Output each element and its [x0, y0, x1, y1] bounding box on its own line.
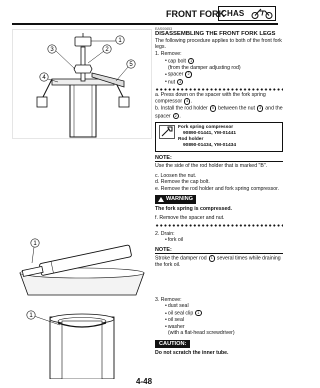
- chapter-tab: [218, 6, 276, 21]
- ref-num: 2: [173, 113, 179, 119]
- ref-num: 1: [188, 58, 194, 64]
- substep-b-text: b. Install the rod holder: [155, 106, 208, 113]
- nut-label: nut: [167, 79, 176, 86]
- substep-c: c. Loosen the nut.: [155, 172, 197, 179]
- fork-cap-illustration: [12, 29, 152, 139]
- reference-code: EAS00653: [155, 27, 173, 31]
- step-3-item-2: [155, 310, 283, 317]
- caution-badge: CAUTION:: [155, 340, 190, 348]
- step-3-item-4: [155, 324, 283, 331]
- page-number: 4-48: [136, 377, 153, 386]
- substep-a: a. Press down on the spacer with the fork spring compressor 4 .: [155, 91, 266, 105]
- callout-1-middle: 1: [33, 241, 37, 247]
- ref-num: 1: [209, 255, 215, 261]
- callout-1: 1: [118, 38, 122, 44]
- oil-seal-clip-illustration: [12, 307, 152, 379]
- tool-2-name: Rod holder: [178, 136, 204, 142]
- ref-num: 4: [184, 98, 190, 104]
- spacer-label: spacer: [167, 71, 184, 78]
- tool-1-partno: 90890-01441, YM-01441: [183, 130, 236, 136]
- step-1-item-1-sub: (from the damper adjusting rod): [168, 64, 241, 71]
- ref-num: 3: [177, 79, 183, 85]
- note-text-a: Stroke the damper rod: [155, 255, 207, 262]
- substep-e: e. Remove the rod holder and fork spring compressor.: [155, 185, 279, 192]
- callout-1-bottom: 1: [29, 313, 33, 319]
- step-3-item-4-sub: (with a flat-head screwdriver): [168, 330, 235, 337]
- dust-seal-label: dust seal: [167, 303, 189, 310]
- oil-seal-clip-label: oil seal clip: [167, 310, 194, 317]
- chapter-label: CHAS: [221, 9, 245, 18]
- substep-b-cont: and the spacer: [155, 106, 283, 120]
- step-2-item-1: [155, 237, 283, 244]
- fork-draining-illustration: [12, 233, 152, 303]
- substep-f: f. Remove the spacer and nut.: [155, 215, 225, 222]
- warning-icon: [158, 197, 164, 202]
- step-3-item-3: [155, 317, 283, 324]
- procedure-column: [155, 27, 283, 357]
- substep-a-text: a. Press down on the spacer with the fork spring compressor: [155, 91, 266, 105]
- section-title: DISASSEMBLING THE FRONT FORK LEGS: [155, 31, 276, 37]
- caution-text: Do not scratch the inner tube.: [155, 350, 229, 357]
- step-3-item-1: [155, 303, 283, 310]
- note-title: NOTE:: [155, 246, 172, 253]
- tool-list: [178, 125, 236, 149]
- note-text: Use the side of the rod holder that is marked "B".: [155, 162, 268, 169]
- callout-3: 3: [50, 47, 54, 53]
- special-tools-box: [155, 122, 283, 152]
- warning-label: WARNING: [166, 196, 194, 203]
- substep-b-tail: between the nut: [218, 106, 255, 113]
- cap-bolt-label: cap bolt: [167, 58, 186, 65]
- substep-b: b. Install the rod holder 5 between the nut 3 and the spacer 2 .: [155, 106, 283, 120]
- header-rule: [12, 23, 278, 25]
- dotted-separator: [155, 88, 283, 91]
- warning-badge: [155, 195, 196, 203]
- step-1: 1. Remove:: [155, 50, 182, 57]
- ref-num: 1: [195, 310, 201, 316]
- step-2: 2. Drain:: [155, 230, 175, 237]
- note-text-b: several times while draining the fork oil.: [155, 255, 281, 269]
- tool-1-name: Fork spring compressor: [178, 124, 234, 130]
- note-text: [155, 255, 283, 269]
- substep-d: d. Remove the cap bolt.: [155, 179, 210, 186]
- ref-num: 2: [185, 71, 191, 77]
- step-1-item-2: [155, 71, 283, 78]
- tool-icon: [159, 125, 175, 139]
- step-1-item-1: [155, 58, 283, 65]
- note-title: NOTE:: [155, 154, 172, 161]
- intro-text: The following procedure applies to both of the front fork legs.: [155, 37, 282, 51]
- dotted-separator: [155, 224, 283, 227]
- fork-oil-label: fork oil: [167, 237, 184, 244]
- washer-label: washer: [167, 323, 185, 330]
- ref-num: 3: [257, 105, 263, 111]
- oil-seal-label: oil seal: [167, 317, 184, 324]
- ref-num: 5: [210, 105, 216, 111]
- callout-4: 4: [42, 75, 46, 81]
- note-rule: [155, 253, 283, 254]
- section-header-title: FRONT FORK: [166, 9, 225, 19]
- warning-text: The fork spring is compressed.: [155, 205, 232, 212]
- note-rule: [155, 161, 283, 162]
- callout-2: 2: [105, 47, 109, 53]
- tool-2-partno: 90890-01434, YM-01434: [183, 142, 236, 148]
- step-3: 3. Remove:: [155, 296, 182, 303]
- motorcycle-icon: [250, 8, 274, 19]
- step-1-item-3: [155, 79, 283, 86]
- callout-5: 5: [129, 62, 133, 68]
